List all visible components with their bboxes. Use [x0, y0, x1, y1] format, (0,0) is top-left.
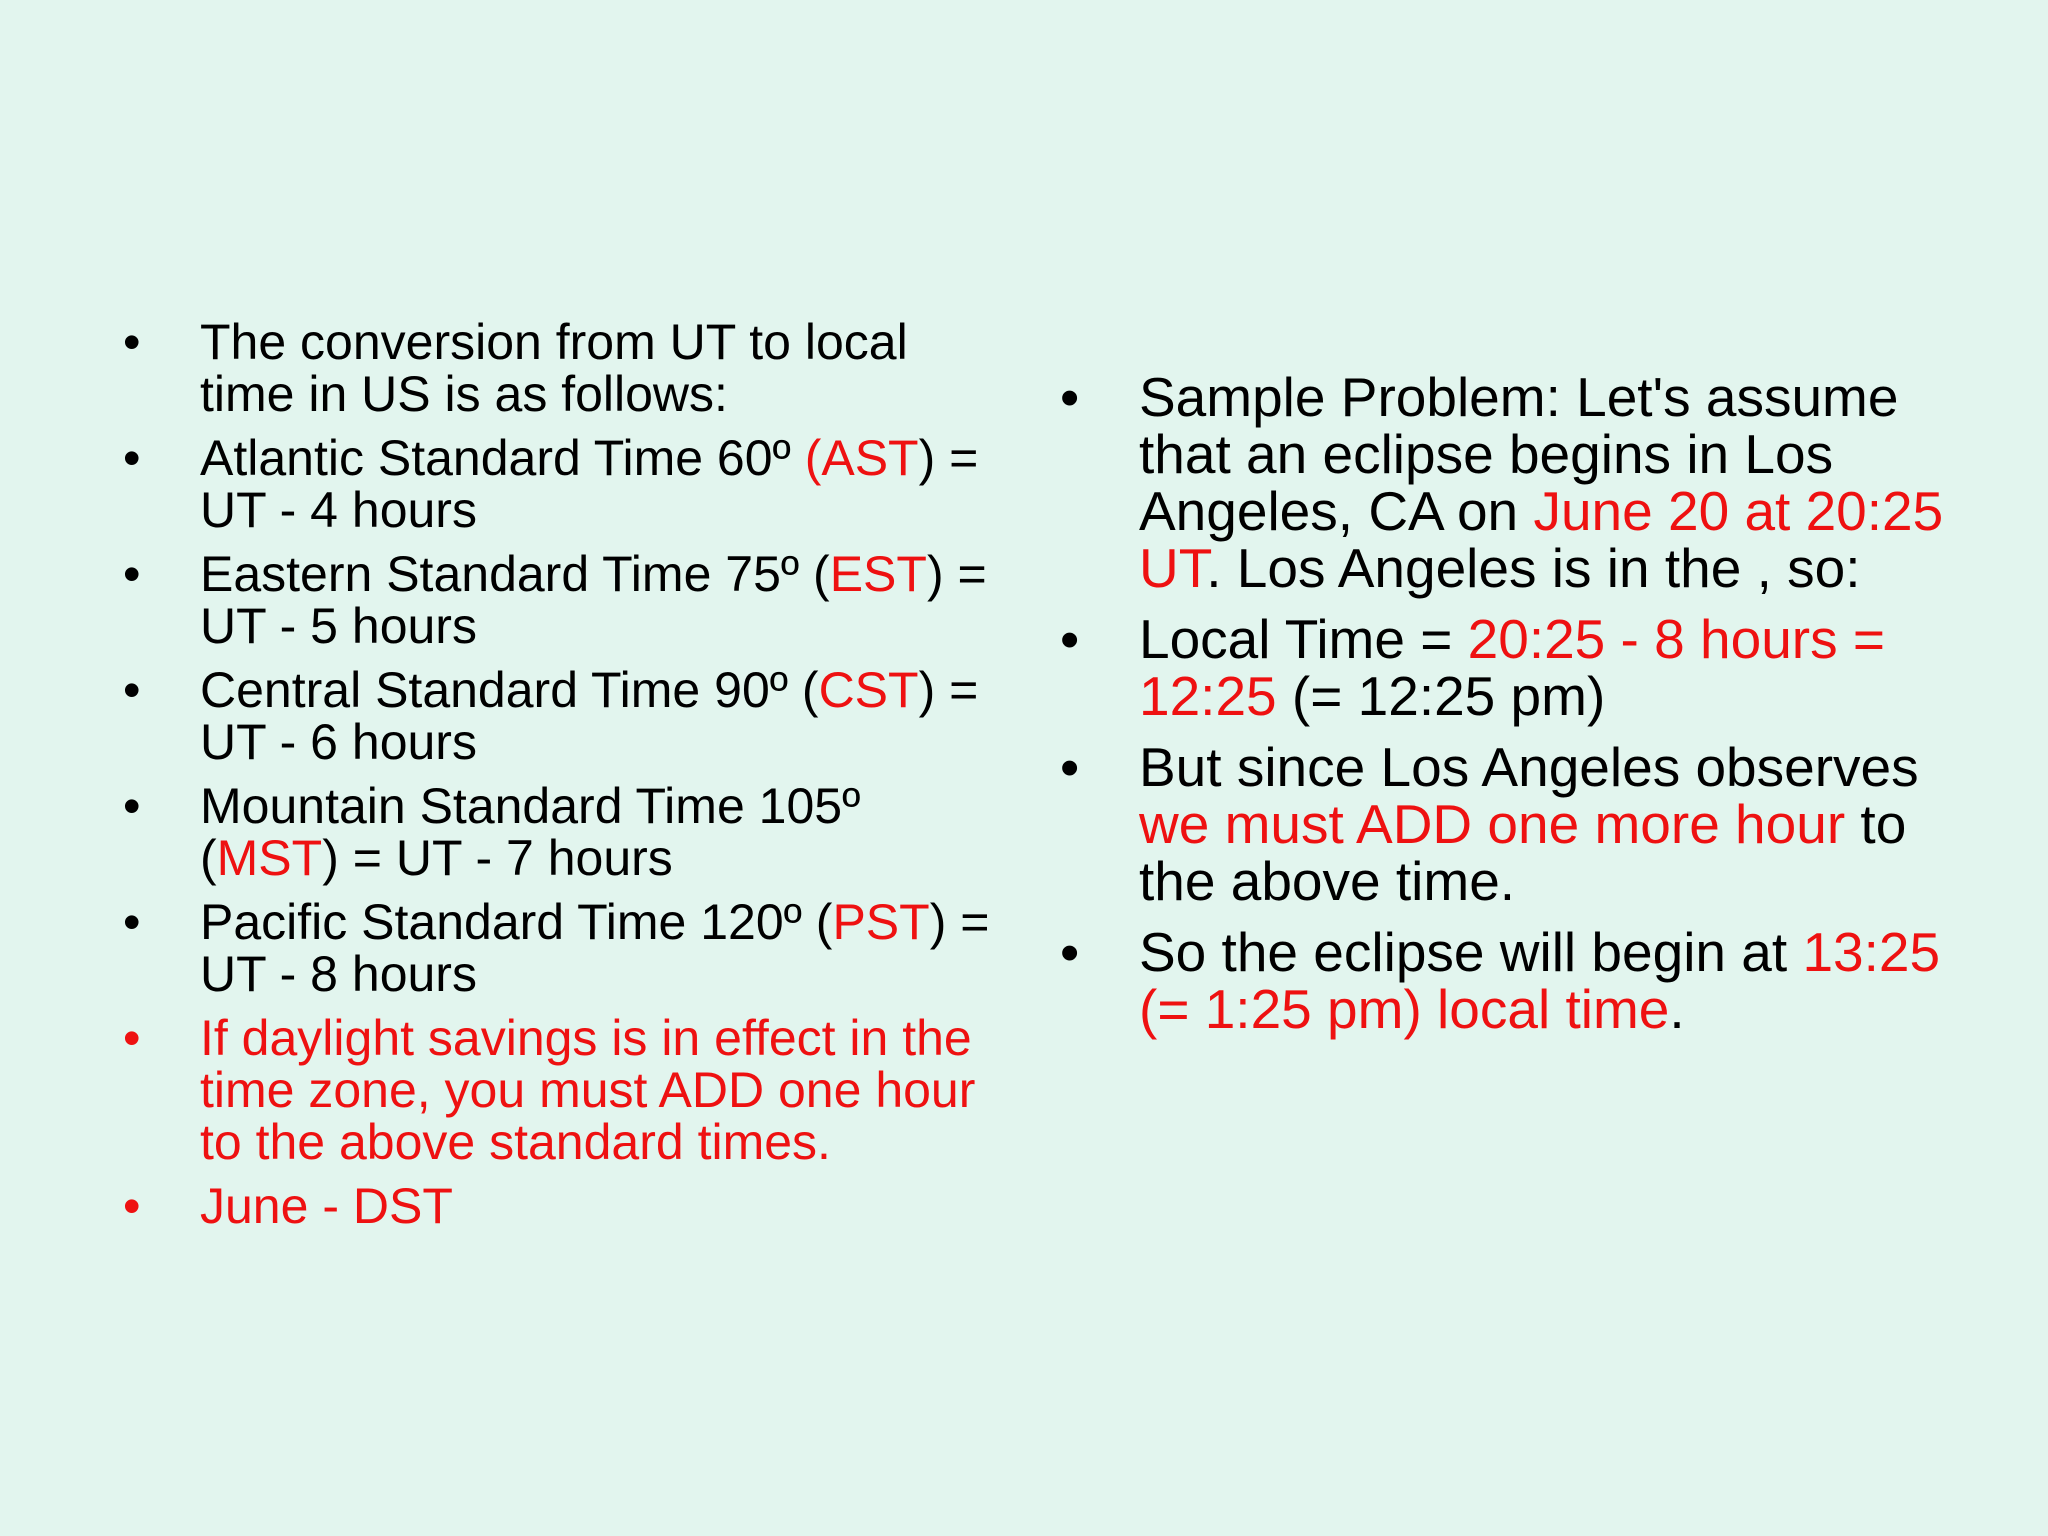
list-item-pacific	[110, 896, 1010, 1000]
bullet-icon: •	[123, 1178, 141, 1234]
list-item-sample-problem	[1050, 366, 1970, 599]
list-item-daylight-savings	[110, 1012, 1010, 1168]
add-hour-note: we must ADD one more hour	[1139, 793, 1846, 855]
zone-abbrev-mst: MST	[216, 830, 323, 886]
bullet-icon: •	[123, 1010, 141, 1066]
list-item-conversion-intro	[110, 316, 1010, 420]
zone-abbrev-cst: CST	[818, 662, 919, 718]
zone-abbrev-pst: PST	[832, 894, 930, 950]
item-text: Sample Problem: Let's assume that an eclipse begins in Los Angeles, CA on	[1139, 366, 1899, 542]
item-text: Atlantic Standard Time 60º	[200, 430, 805, 486]
item-text: So the eclipse will begin at	[1139, 921, 1803, 983]
item-text: . Los Angeles is in the , so:	[1206, 537, 1861, 599]
item-text: Pacific Standard Time 120º (	[200, 894, 833, 950]
zone-abbrev-est: EST	[829, 546, 927, 602]
bullet-icon: •	[123, 778, 141, 834]
item-text: .	[1669, 978, 1685, 1040]
right-bullet-list	[1050, 366, 1970, 1052]
eclipse-local-time: 13:25 (= 1:25 pm) local time	[1139, 921, 1941, 1040]
local-time-calculation: 20:25 - 8 hours = 12:25	[1139, 608, 1886, 727]
item-text: Mountain Standard Time 105º (	[200, 778, 861, 886]
item-text: ) = UT - 7 hours	[322, 830, 673, 886]
bullet-icon: •	[123, 662, 141, 718]
bullet-icon: •	[1060, 608, 1080, 670]
list-item-local-time	[1050, 608, 1970, 727]
bullet-icon: •	[1060, 921, 1080, 983]
bullet-icon: •	[1060, 736, 1080, 798]
item-text: If daylight savings is in effect in the time zone, you must ADD one hour to the above standard times.	[200, 1010, 976, 1170]
list-item-atlantic	[110, 432, 1010, 536]
bullet-icon: •	[123, 546, 141, 602]
item-text: ) = UT - 8 hours	[200, 894, 990, 1002]
bullet-icon: •	[123, 314, 141, 370]
item-text: (= 12:25 pm)	[1276, 665, 1606, 727]
bullet-icon: •	[123, 430, 141, 486]
item-text: ) = UT - 6 hours	[200, 662, 979, 770]
list-item-eclipse-begin	[1050, 921, 1970, 1040]
item-text: But since Los Angeles observes	[1139, 736, 1919, 798]
item-text: Local Time =	[1139, 608, 1468, 670]
item-text: June - DST	[200, 1178, 453, 1234]
item-text: ) = UT - 5 hours	[200, 546, 987, 654]
bullet-icon: •	[1060, 366, 1080, 428]
list-item-eastern	[110, 548, 1010, 652]
eclipse-date-time: June 20 at 20:25 UT	[1139, 480, 1944, 599]
item-text: ) = UT - 4 hours	[200, 430, 979, 538]
list-item-add-hour	[1050, 736, 1970, 912]
zone-abbrev-ast: AST	[821, 430, 919, 486]
bullet-icon: •	[123, 894, 141, 950]
item-text: Eastern Standard Time 75º (	[200, 546, 830, 602]
item-text: to the above time.	[1139, 793, 1907, 912]
item-text: Central Standard Time 90º (	[200, 662, 819, 718]
list-item-central	[110, 664, 1010, 768]
left-bullet-list	[110, 316, 1010, 1244]
item-text: The conversion from UT to local time in US is as follows:	[200, 314, 908, 422]
paren-open: (	[804, 430, 822, 486]
list-item-june-dst	[110, 1180, 1010, 1232]
list-item-mountain	[110, 780, 1010, 884]
